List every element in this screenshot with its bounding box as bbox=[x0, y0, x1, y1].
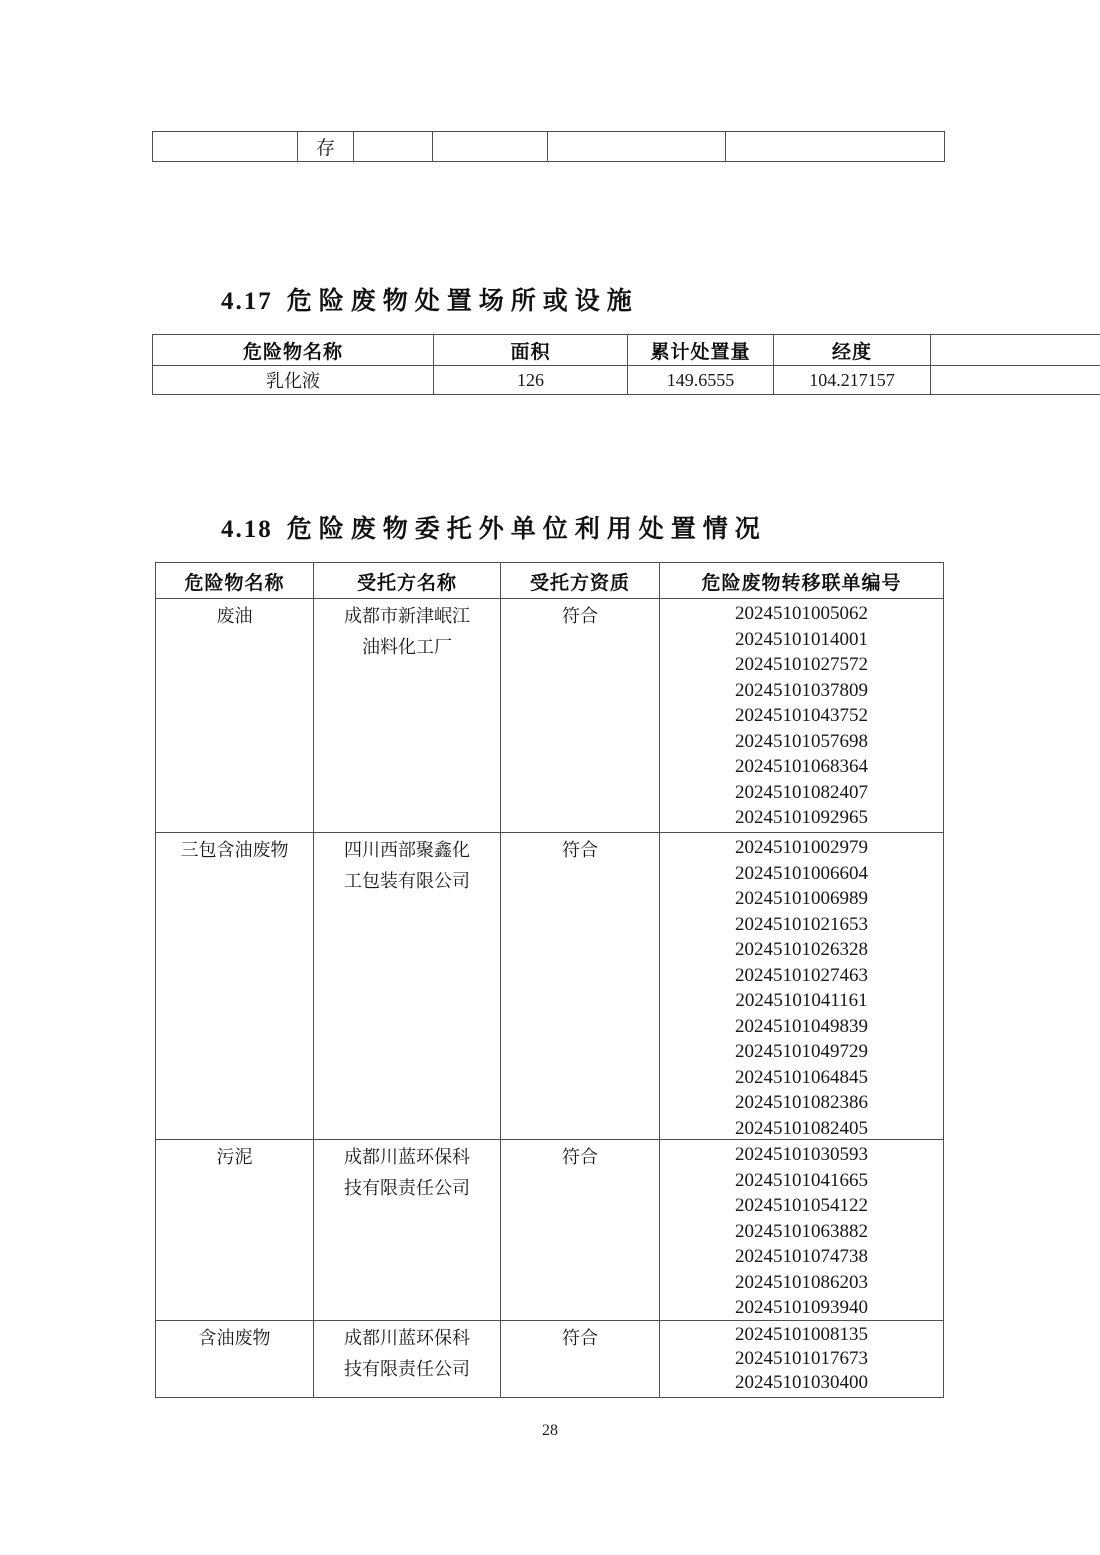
page-number: 28 bbox=[542, 1422, 558, 1439]
section-number: 4.18 bbox=[221, 516, 273, 543]
entrusted-disposal-table bbox=[155, 562, 944, 1398]
transfer-number: 20245101030593 bbox=[735, 1144, 868, 1165]
table-header-row bbox=[153, 335, 1100, 366]
qualification-cell bbox=[501, 1321, 660, 1397]
transfer-number: 20245101074738 bbox=[735, 1246, 868, 1267]
qualification-cell bbox=[501, 599, 660, 832]
disposal-facility-table bbox=[152, 334, 1100, 395]
trustee-name-cell bbox=[314, 599, 501, 832]
column-header: 危险物名称 bbox=[184, 573, 285, 594]
column-header: 受托方名称 bbox=[356, 573, 457, 594]
waste-name: 含油废物 bbox=[198, 1328, 271, 1348]
section-4-18-heading bbox=[221, 514, 767, 546]
header-cell bbox=[156, 563, 314, 598]
transfer-number: 20245101057698 bbox=[735, 730, 868, 752]
trustee-name-cell bbox=[314, 1140, 501, 1320]
transfer-number: 20245101049729 bbox=[735, 1041, 868, 1062]
section-title: 危险废物委托外单位利用处置情况 bbox=[286, 516, 767, 543]
header-cell bbox=[931, 335, 1100, 365]
qualification: 符合 bbox=[562, 840, 598, 860]
transfer-number: 20245101026328 bbox=[735, 939, 868, 960]
transfer-number: 20245101005062 bbox=[735, 603, 868, 624]
table-row bbox=[156, 1140, 943, 1321]
trustee-name-line: 油料化工厂 bbox=[362, 637, 452, 657]
column-header: 危险废物转移联单编号 bbox=[701, 573, 902, 594]
header-cell bbox=[314, 563, 501, 598]
table-row bbox=[156, 833, 943, 1140]
transfer-number: 20245101043752 bbox=[735, 705, 868, 726]
trustee-name-line: 技有限责任公司 bbox=[344, 1359, 470, 1379]
transfer-number: 20245101041665 bbox=[735, 1169, 868, 1191]
waste-name-cell bbox=[156, 599, 314, 832]
waste-name: 废油 bbox=[216, 606, 253, 626]
table-row bbox=[153, 366, 1100, 394]
transfer-number: 20245101006989 bbox=[735, 888, 868, 909]
trustee-name-line: 成都川蓝环保科 bbox=[344, 1328, 470, 1348]
qualification-cell bbox=[501, 833, 660, 1139]
transfer-number: 20245101014001 bbox=[735, 628, 868, 650]
column-header: 受托方资质 bbox=[529, 573, 630, 594]
transfer-number: 20245101092965 bbox=[735, 807, 868, 828]
table-cell bbox=[153, 132, 298, 161]
table-cell bbox=[354, 132, 433, 161]
transfer-number: 20245101017673 bbox=[735, 1348, 868, 1369]
transfer-number: 20245101082405 bbox=[735, 1117, 868, 1139]
transfer-number: 20245101082407 bbox=[735, 781, 868, 803]
transfer-number: 20245101041161 bbox=[735, 990, 868, 1011]
column-header: 面积 bbox=[510, 341, 551, 363]
qualification-cell bbox=[501, 1140, 660, 1320]
transfer-number: 20245101054122 bbox=[735, 1195, 868, 1216]
top-partial-table bbox=[152, 131, 945, 162]
transfer-number: 20245101064845 bbox=[735, 1066, 868, 1088]
trustee-name-line: 成都川蓝环保科 bbox=[344, 1147, 470, 1167]
column-header: 危险物名称 bbox=[242, 341, 343, 363]
transfer-number: 20245101049839 bbox=[735, 1015, 868, 1037]
trustee-name-line: 四川西部聚鑫化 bbox=[344, 840, 470, 860]
transfer-numbers-cell bbox=[660, 1140, 943, 1320]
longitude-cell: 104.217157 bbox=[774, 366, 931, 394]
transfer-number: 20245101068364 bbox=[735, 756, 868, 777]
waste-name-cell bbox=[156, 1140, 314, 1320]
header-cell bbox=[774, 335, 931, 365]
trustee-name-line: 技有限责任公司 bbox=[344, 1178, 470, 1198]
header-cell bbox=[628, 335, 774, 365]
transfer-numbers-cell bbox=[660, 833, 943, 1139]
trustee-name-line: 工包装有限公司 bbox=[344, 871, 470, 891]
transfer-number: 20245101082386 bbox=[735, 1092, 868, 1113]
transfer-number: 20245101002979 bbox=[735, 837, 868, 858]
waste-name: 污泥 bbox=[216, 1147, 253, 1167]
header-cell bbox=[434, 335, 628, 365]
waste-name: 三包含油废物 bbox=[180, 840, 289, 860]
trustee-name-cell bbox=[314, 1321, 501, 1397]
trustee-name-cell bbox=[314, 833, 501, 1139]
header-cell bbox=[660, 563, 943, 598]
header-cell bbox=[501, 563, 660, 598]
table-header-row bbox=[156, 563, 943, 599]
table-cell: 存 bbox=[298, 132, 354, 161]
transfer-number: 20245101006604 bbox=[735, 862, 868, 884]
table-cell bbox=[548, 132, 726, 161]
transfer-number: 20245101021653 bbox=[735, 913, 868, 935]
qualification: 符合 bbox=[562, 1147, 598, 1167]
waste-name-cell bbox=[156, 833, 314, 1139]
waste-name-cell: 乳化液 bbox=[153, 366, 434, 394]
transfer-number: 20245101027572 bbox=[735, 654, 868, 675]
trustee-name-line: 成都市新津岷江 bbox=[344, 606, 470, 626]
transfer-number: 20245101086203 bbox=[735, 1271, 868, 1293]
cumulative-disposal-cell: 149.6555 bbox=[628, 366, 774, 394]
table-cell bbox=[433, 132, 548, 161]
table-cell bbox=[726, 132, 944, 161]
table-row bbox=[156, 1321, 943, 1397]
section-title: 危险废物处置场所或设施 bbox=[286, 288, 639, 315]
transfer-number: 20245101063882 bbox=[735, 1220, 868, 1242]
area-cell: 126 bbox=[434, 366, 628, 394]
table-row bbox=[156, 599, 943, 833]
transfer-number: 20245101030400 bbox=[735, 1372, 868, 1393]
qualification: 符合 bbox=[562, 1328, 598, 1348]
transfer-numbers-cell bbox=[660, 1321, 943, 1397]
waste-name-cell bbox=[156, 1321, 314, 1397]
column-header: 经度 bbox=[831, 341, 872, 363]
transfer-numbers-cell bbox=[660, 599, 943, 832]
transfer-number: 20245101027463 bbox=[735, 964, 868, 986]
transfer-number: 20245101037809 bbox=[735, 679, 868, 701]
section-4-17-heading bbox=[221, 286, 639, 318]
qualification: 符合 bbox=[562, 606, 598, 626]
transfer-number: 20245101093940 bbox=[735, 1297, 868, 1318]
header-cell bbox=[153, 335, 434, 365]
column-header: 累计处置量 bbox=[650, 341, 751, 363]
section-number: 4.17 bbox=[221, 288, 273, 315]
empty-cell bbox=[931, 366, 1100, 394]
transfer-number: 20245101008135 bbox=[735, 1324, 868, 1345]
